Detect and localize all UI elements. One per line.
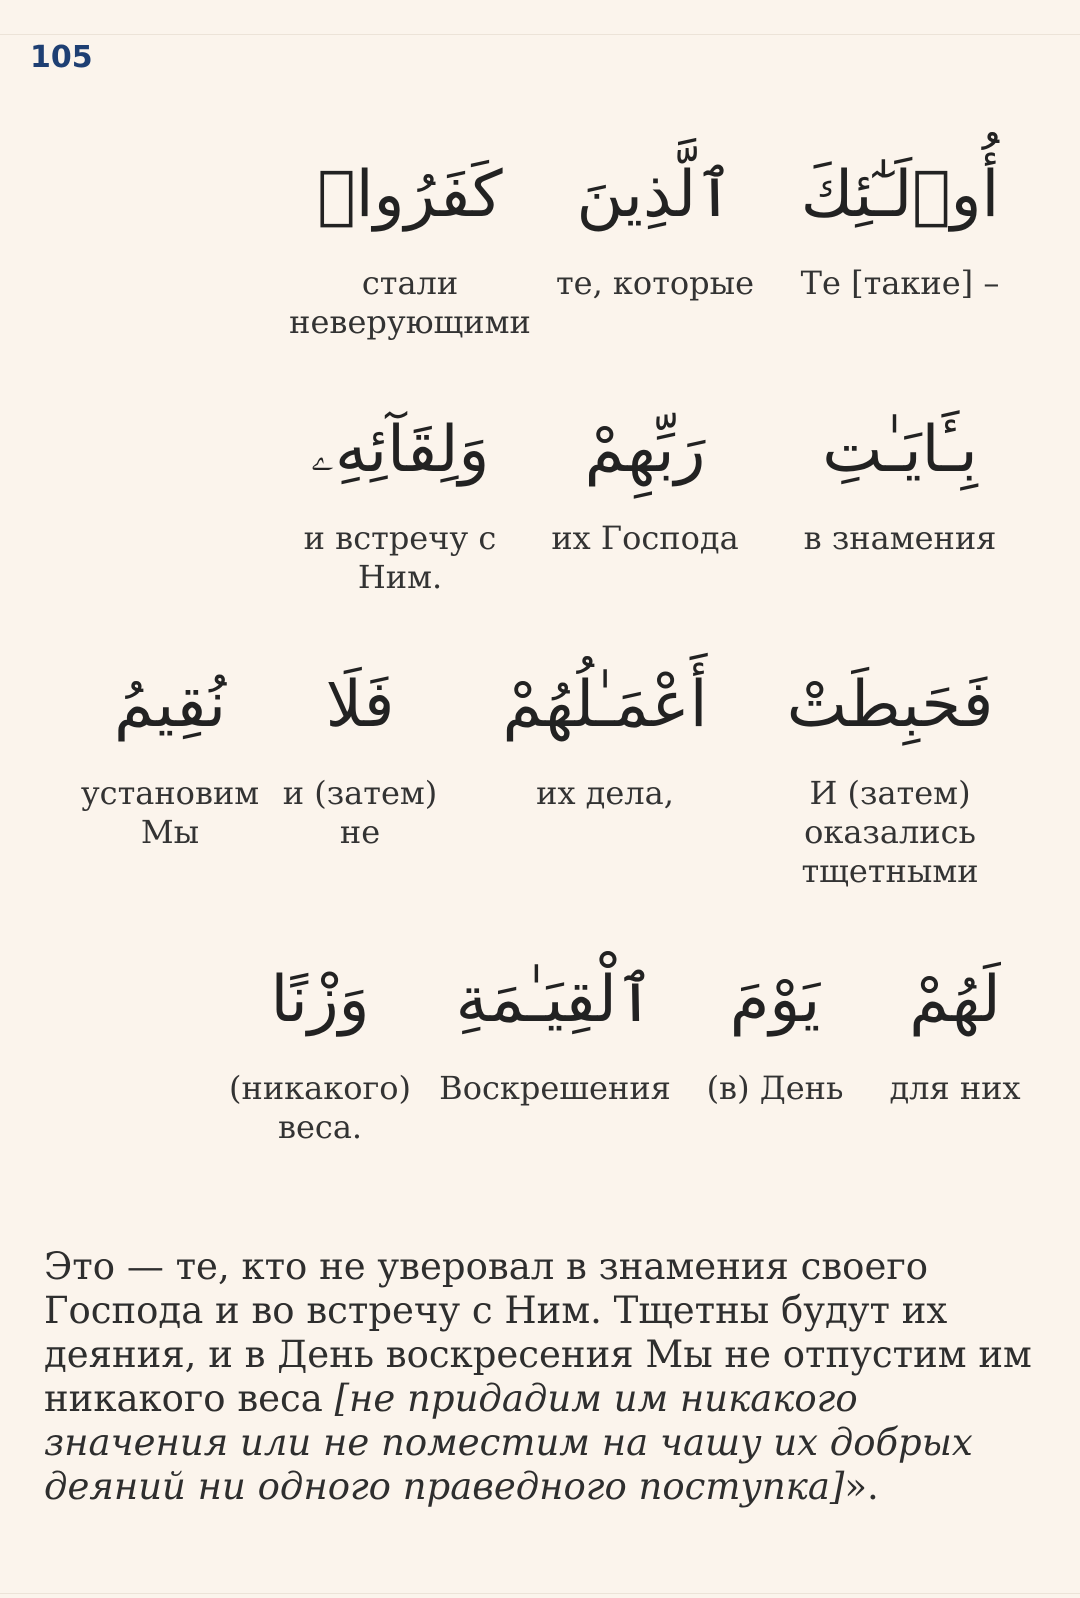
word-item[interactable]	[780, 395, 1020, 558]
arabic-word: وَزْنًا	[270, 963, 370, 1037]
arabic-word: ٱلَّذِينَ	[576, 158, 734, 232]
word-translation: и встречу с Ним.	[303, 519, 497, 596]
tafsir-main: Это — те, кто не уверовал в знамения своего Господа и во встречу с Ним. Тщетны будут их деяния, и в День воскресения Мы не отпустим им никакого веса	[44, 1245, 1032, 1420]
tafsir-paragraph	[44, 1245, 1034, 1509]
arabic-word: بِـَٔايَـٰتِ	[822, 413, 978, 487]
word-translation: их Господа	[551, 519, 739, 557]
bottom-divider	[0, 1593, 1080, 1594]
word-translation: и (затем) не	[282, 774, 438, 851]
word-item[interactable]	[285, 140, 535, 342]
arabic-word: فَحَبِطَتْ	[786, 668, 994, 742]
word-translation: Воскрешения	[439, 1069, 671, 1107]
arabic-word: رَبِّهِمْ	[584, 413, 706, 487]
word-translation: в знамения	[803, 519, 997, 557]
word-item[interactable]	[430, 945, 680, 1108]
word-item[interactable]	[225, 945, 415, 1147]
word-item[interactable]	[545, 140, 765, 303]
word-item[interactable]	[790, 140, 1010, 303]
word-translation: стали неверующими	[289, 264, 531, 341]
tafsir-tail: ».	[844, 1465, 879, 1508]
word-item[interactable]	[485, 650, 725, 813]
arabic-word: يَوْمَ	[729, 963, 821, 1037]
arabic-word: لَهُمْ	[909, 963, 1001, 1037]
arabic-word: نُقِيمُ	[113, 668, 227, 742]
word-translation: те, которые	[555, 264, 755, 302]
arabic-word: كَفَرُوا۟	[317, 158, 503, 232]
top-divider	[0, 34, 1080, 35]
word-item[interactable]	[770, 650, 1010, 891]
word-translation: И (затем) оказались тщетными	[801, 774, 979, 890]
word-translation: для них	[889, 1069, 1021, 1107]
arabic-word: أُو۟لَـٰٓئِكَ	[800, 158, 1000, 232]
word-item[interactable]	[870, 945, 1040, 1108]
word-translation: (в) День	[706, 1069, 844, 1107]
word-translation: (никакого) веса.	[229, 1069, 411, 1146]
tafsir-italic-note: [не придадим им никакого значения или не поместим на чашу их добрых деяний ни одного праведного поступка]	[44, 1377, 973, 1508]
arabic-word: ٱلْقِيَـٰمَةِ	[455, 963, 655, 1037]
word-item[interactable]	[75, 650, 265, 852]
word-translation: Те [такие] –	[800, 264, 1000, 302]
word-item[interactable]	[690, 945, 860, 1108]
word-translation: установим Мы	[80, 774, 260, 851]
arabic-word: أَعْمَـٰلُهُمْ	[502, 668, 708, 742]
word-item[interactable]	[535, 395, 755, 558]
word-item[interactable]	[300, 395, 500, 597]
word-item[interactable]	[280, 650, 440, 852]
word-translation: их дела,	[536, 774, 674, 812]
arabic-word: فَلَا	[325, 668, 395, 742]
page-number: 105	[30, 40, 93, 75]
arabic-word: وَلِقَآئِهِۦ	[310, 413, 490, 487]
